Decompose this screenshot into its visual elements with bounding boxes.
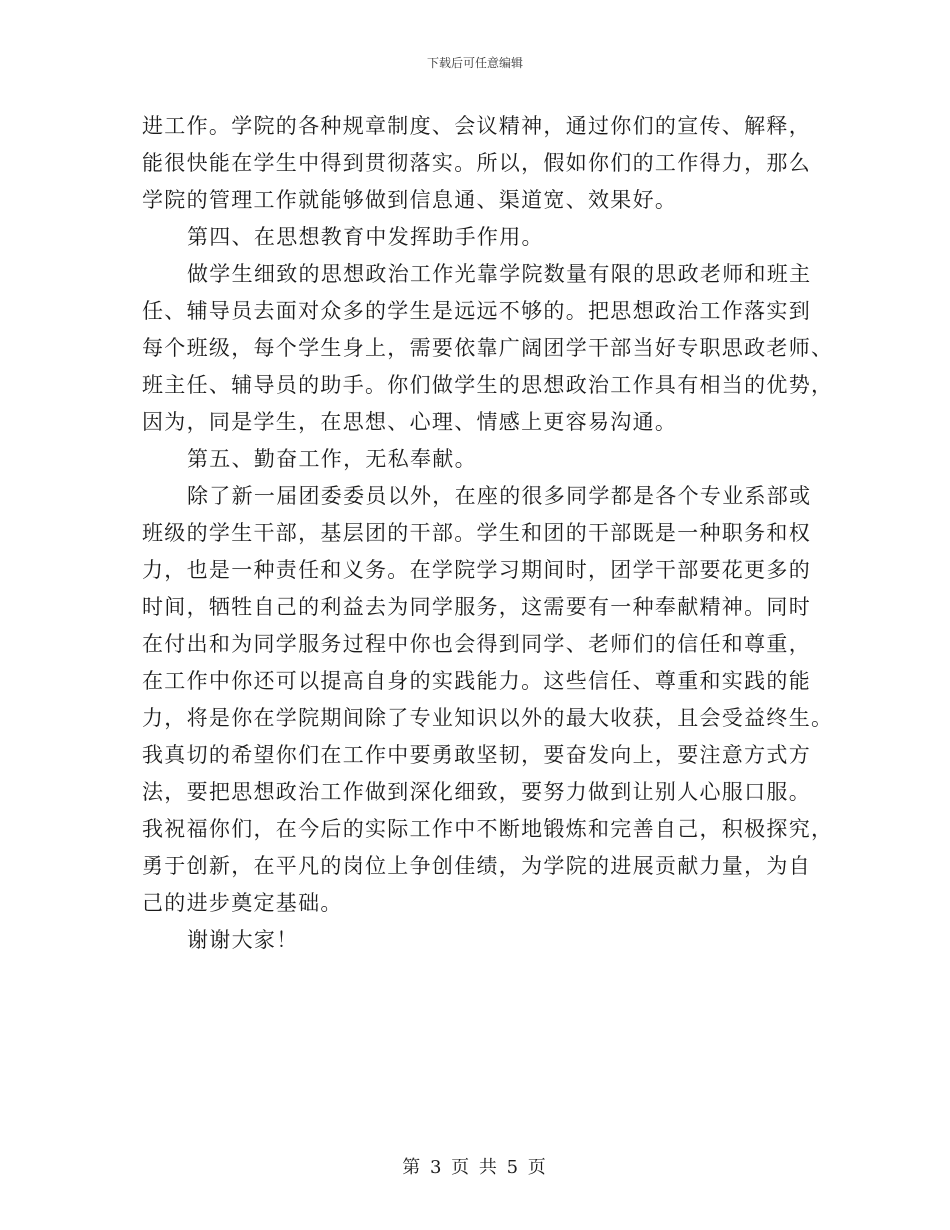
- text-line: 在付出和为同学服务过程中你也会得到同学、老师们的信任和尊重，: [142, 632, 811, 656]
- text-line: 己的进步奠定基础。: [142, 891, 343, 915]
- text-line: 班级的学生干部，基层团的干部。学生和团的干部既是一种职务和权: [142, 521, 811, 545]
- closing-line: 谢谢大家！: [187, 928, 299, 952]
- text-line: 每个班级，每个学生身上，需要依靠广阔团学干部当好专职思政老师、: [142, 336, 834, 360]
- text-line: 班主任、辅导员的助手。你们做学生的思想政治工作具有相当的优势，: [142, 373, 834, 397]
- text-line: 力，将是你在学院期间除了专业知识以外的最大收获，且会受益终生。: [142, 706, 834, 730]
- text-line: 在工作中你还可以提高自身的实践能力。这些信任、尊重和实践的能: [142, 669, 811, 693]
- page-number: 第 3 页 共 5 页: [402, 1157, 548, 1178]
- text-line: 法，要把思想政治工作做到深化细致，要努力做到让别人心服口服。: [142, 780, 811, 804]
- page-header: 下载后可任意编辑: [426, 56, 523, 70]
- section-heading: 第四、在思想教育中发挥助手作用。: [187, 225, 544, 249]
- text-line: 我真切的希望你们在工作中要勇敢坚韧，要奋发向上，要注意方式方: [142, 743, 811, 767]
- text-line: 时间，牺牲自己的利益去为同学服务，这需要有一种奉献精神。同时: [142, 595, 811, 619]
- text-line: 做学生细致的思想政治工作光靠学院数量有限的思政老师和班主: [187, 262, 812, 286]
- text-line: 能很快能在学生中得到贯彻落实。所以，假如你们的工作得力，那么: [142, 151, 811, 175]
- text-line: 勇于创新，在平凡的岗位上争创佳绩，为学院的进展贡献力量，为自: [142, 854, 811, 878]
- text-line: 因为，同是学生，在思想、心理、情感上更容易沟通。: [142, 410, 678, 434]
- text-line: 力，也是一种责任和义务。在学院学习期间时，团学干部要花更多的: [142, 558, 811, 582]
- text-line: 进工作。学院的各种规章制度、会议精神，通过你们的宣传、解释，: [142, 114, 811, 138]
- text-line: 我祝福你们，在今后的实际工作中不断地锻炼和完善自己，积极探究，: [142, 817, 834, 841]
- text-line: 任、辅导员去面对众多的学生是远远不够的。把思想政治工作落实到: [142, 299, 811, 323]
- section-heading: 第五、勤奋工作，无私奉献。: [187, 447, 477, 471]
- text-line: 除了新一届团委委员以外，在座的很多同学都是各个专业系部或: [187, 484, 812, 508]
- text-line: 学院的管理工作就能够做到信息通、渠道宽、效果好。: [142, 188, 678, 212]
- document-body: [142, 108, 834, 959]
